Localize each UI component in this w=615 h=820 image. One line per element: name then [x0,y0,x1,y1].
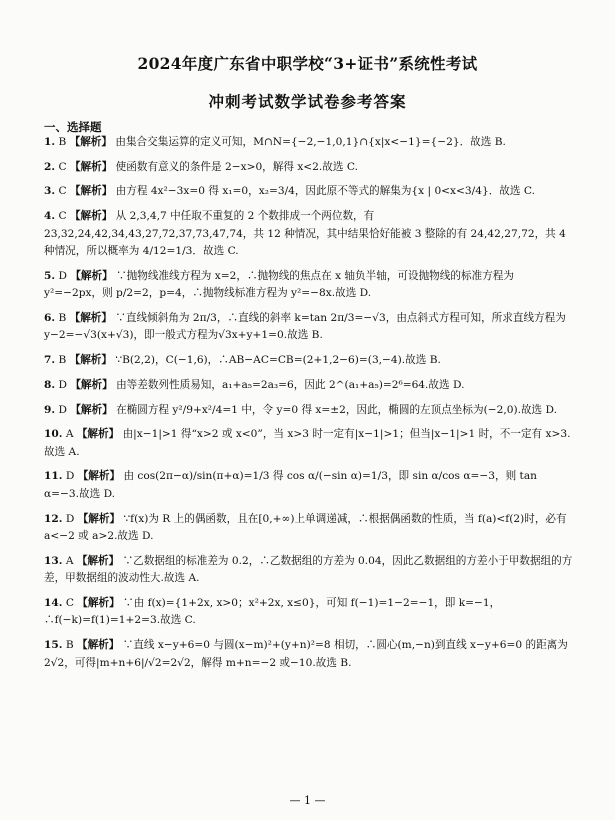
answer-item: 15. B 【解析】 ∵直线 x−y+6=0 与圆(x−m)²+(y+n)²=8 相切，∴圆心(m,−n)到直线 x−y+6=0 的距离为 2√2，可得|m+n+6|/√2=2√2，解得 m+n=−2 或−10.故选 B. [44,639,568,669]
section-heading: 一、选择题 [44,120,102,134]
answer-item: 13. A 【解析】 ∵乙数据组的标准差为 0.2，∴乙数据组的方差为 0.04，因此乙数据组的方差小于甲数据组的方差，甲数据组的波动性大.故选 A. [44,554,573,585]
page-number: — 1 — [289,794,326,807]
answer-item: 3. C 【解析】 由方程 4x²−3x=0 得 x₁=0，x₂=3/4，因此原不等式的解集为{x | 0<x<3/4}．故选 C. [44,185,535,198]
answer-list [44,134,575,672]
answer-item: 2. C 【解析】 使函数有意义的条件是 2−x>0，解得 x<2.故选 C. [44,160,358,173]
answer-item: 7. B 【解析】 ∵B(2,2)，C(−1,6)，∴AB−AC=CB=(2+1,2−6)=(3,−4).故选 B. [44,354,441,367]
answer-item: 4. C 【解析】 从 2,3,4,7 中任取不重复的 2 个数排成一个两位数，有 23,32,24,42,34,43,27,72,37,73,47,74，共 12 种情况，其中结果恰好能被 3 整除的有 24,42,27,72，共 4 种情况，所以概率为 4/12=1/3．故选 C. [44,210,566,258]
answer-item: 6. B 【解析】 ∵直线倾斜角为 2π/3，∴直线的斜率 k=tan 2π/3=−√3，由点斜式方程可知，所求直线方程为 y−2=−√3(x+√3)，即一般式方程为√3x+y+1=0.故选 B. [44,311,566,342]
answer-item: 10. A 【解析】 由|x−1|>1 得“x>2 或 x<0”，当 x>3 时一定有|x−1|>1；但当|x−1|>1 时，不一定有 x>3.故选 A. [44,428,571,458]
exam-title: 2024年度广东省中职学校“3+证书”系统性考试 [137,54,478,73]
answer-item: 12. D 【解析】 ∵f(x)为 R 上的偶函数，且在[0,+∞)上单调递减，∴根据偶函数的性质，当 f(a)<f(2)时，必有 a<−2 或 a>2.故选 D. [44,512,567,543]
answer-item: 8. D 【解析】 由等差数列性质易知，a₁+a₅=2a₃=6，因此 2^(a₁+a₅)=2⁶=64.故选 D. [44,378,465,391]
exam-subtitle: 冲刺考试数学试卷参考答案 [208,92,407,111]
answer-item: 14. C 【解析】 ∵由 f(x)={1+2x, x>0；x²+2x, x≤0}，可知 f(−1)=1−2=−1，即 k=−1，∴f(−k)=f(1)=1+2=3.故选 C. [44,596,501,627]
answer-item: 11. D 【解析】 由 cos(2π−α)/sin(π+α)=1/3 得 cos α/(−sin α)=1/3，即 sin α/cos α=−3，则 tan α=−3.故选 D. [44,470,537,500]
answer-item: 1. B 【解析】 由集合交集运算的定义可知，M∩N={−2,−1,0,1}∩{x|x<−1}={−2}．故选 B. [44,136,506,148]
answer-item: 5. D 【解析】 ∵抛物线准线方程为 x=2，∴抛物线的焦点在 x 轴负半轴，可设抛物线的标准方程为 y²=−2px，则 p/2=2，p=4，∴抛物线标准方程为 y²=−8x.故选 D. [44,269,514,300]
answer-item: 9. D 【解析】 在椭圆方程 y²/9+x²/4=1 中，令 y=0 得 x=±2，因此，椭圆的左顶点坐标为(−2,0).故选 D. [44,403,557,416]
